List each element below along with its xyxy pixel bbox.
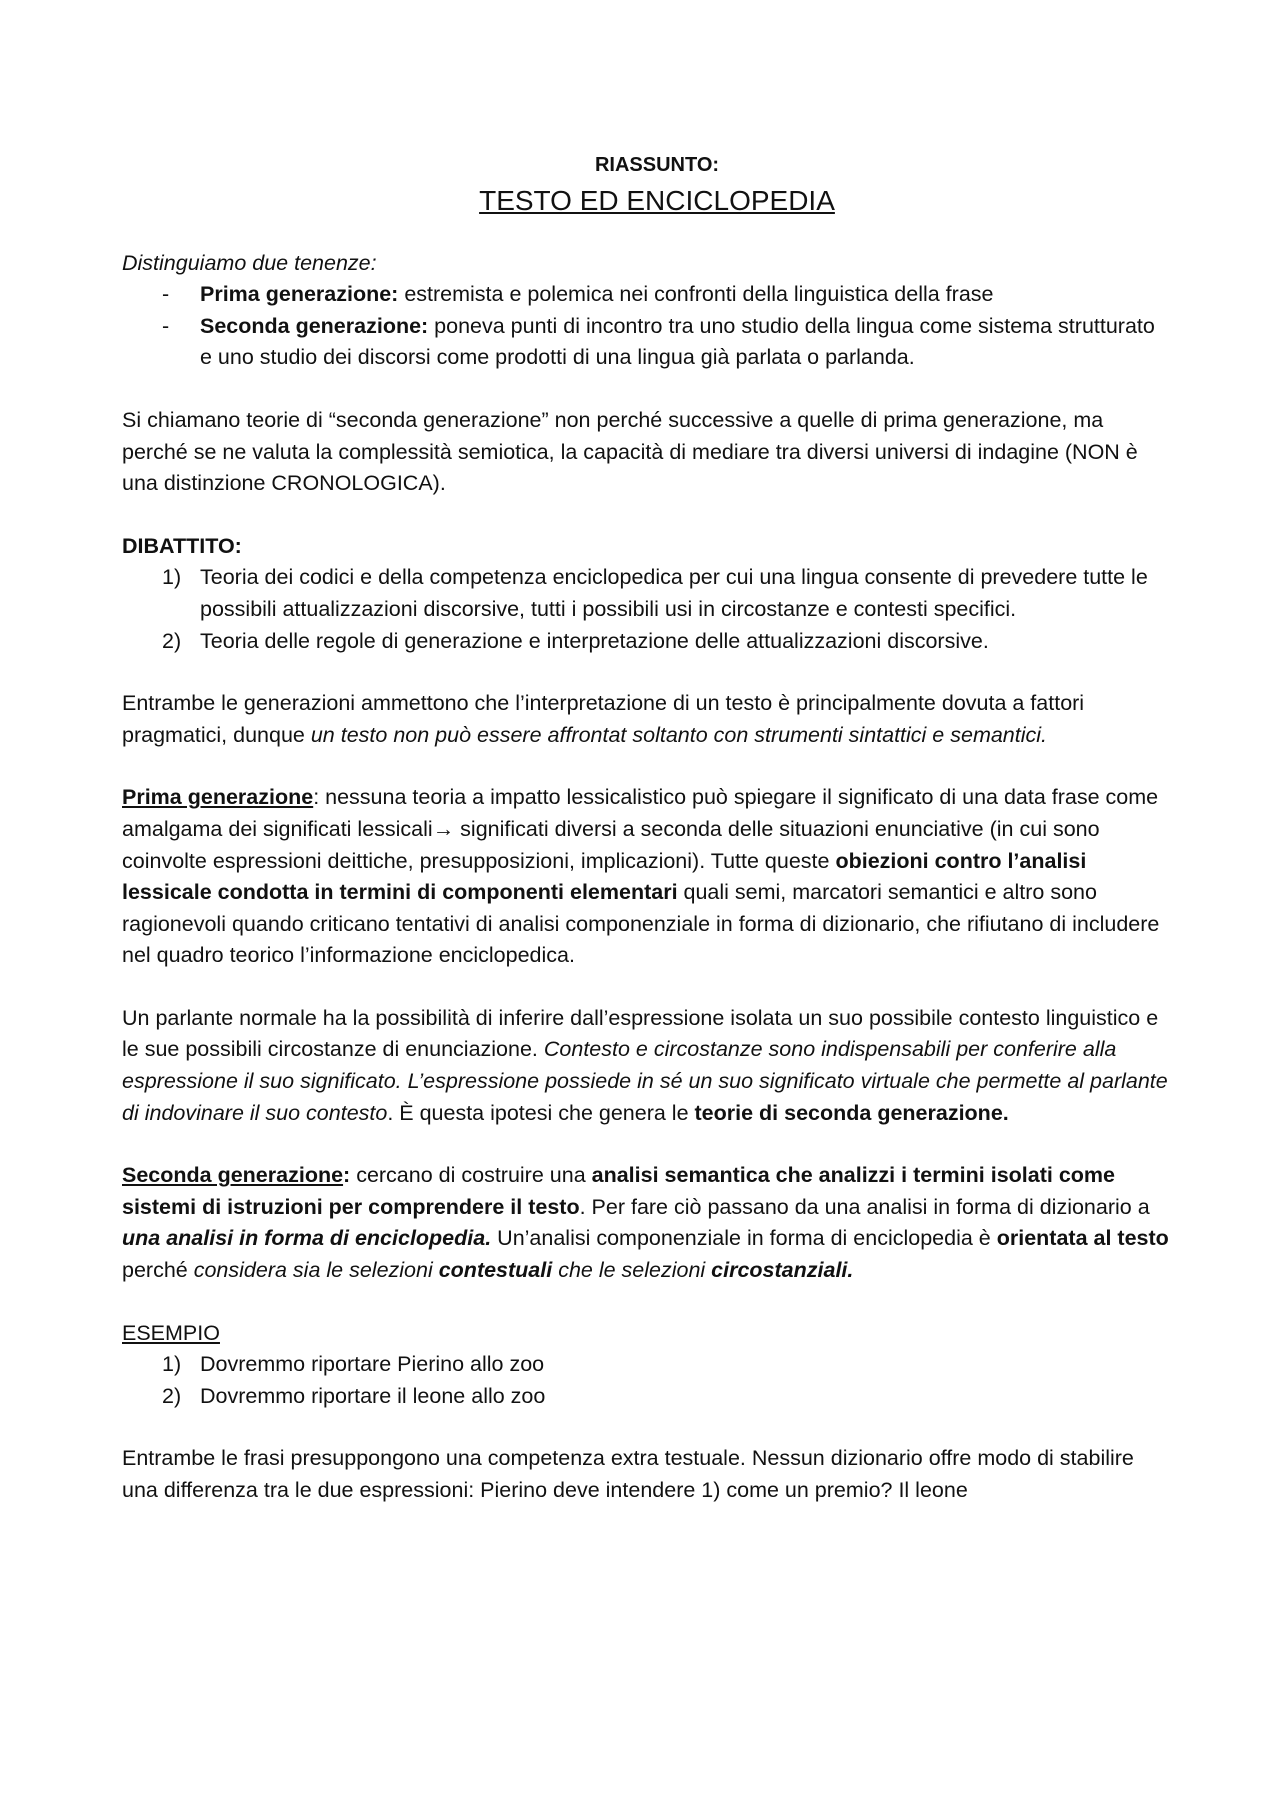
text-span-italic: un testo non può essere affrontat soltanto con strumenti sintattici e semantici. <box>310 722 1048 747</box>
section-label: Seconda generazione <box>122 1163 344 1188</box>
text-span-bold: analisi semantica che analizzi i termini isolati come sistemi di istruzioni per comprendere il testo <box>122 1163 1115 1219</box>
item-text: poneva punti di incontro tra uno studio della lingua come sistema strutturato e uno studio dei discorsi come prodotti di una lingua già parlata o parlanda. <box>200 313 1155 370</box>
item-text: Teoria delle regole di generazione e interpretazione delle attualizzazioni discorsive. <box>200 628 989 653</box>
text-span: cercano di costruire una <box>350 1163 592 1188</box>
esempio-heading-text: ESEMPIO <box>122 1320 220 1345</box>
text-span: . È questa ipotesi che genera le <box>387 1100 695 1125</box>
text-span-bold: orientata al testo <box>996 1226 1169 1251</box>
paragraph-prima-generazione <box>122 782 1172 972</box>
list-marker: 1) <box>162 565 182 590</box>
text-span-italic: che le selezioni <box>552 1258 712 1283</box>
text-span-bold-italic: contestuali <box>438 1258 553 1283</box>
text-span: : nessuna teoria a impatto lessicalistico può spiegare il significato di una data frase come amalgama dei significati lessicali <box>122 785 1159 841</box>
list-marker: 2) <box>162 1383 182 1408</box>
list-item <box>122 311 1172 374</box>
item-text: Dovremmo riportare Pierino allo zoo <box>200 1352 545 1377</box>
item-label: Prima generazione: <box>200 282 399 307</box>
dibattito-list <box>122 562 1172 657</box>
paragraph-parlante <box>122 1003 1172 1129</box>
paragraph-seconda-generazione-analisi <box>122 1160 1172 1286</box>
intro-lead <box>122 248 1172 280</box>
item-text: estremista e polemica nei confronti della linguistica della frase <box>398 282 994 307</box>
text-span-bold: obiezioni contro l’analisi lessicale condotta in termini di componenti elementari <box>122 848 1087 905</box>
text-span: Entrambe le generazioni ammettono che l’interpretazione di un testo è principalmente dovuta a fattori pragmatici, dunque <box>122 691 1085 747</box>
list-marker: - <box>162 313 170 338</box>
list-item <box>122 1349 1172 1381</box>
list-item <box>122 1381 1172 1413</box>
text-span: Un’analisi componenziale in forma di enciclopedia è <box>491 1226 997 1251</box>
text-span: quali semi, marcatori semantici e altro sono ragionevoli quando criticano tentativi di analisi componenziale in forma di dizionario, che rifiutano di includere nel quadro teorico l’informazione enciclopedica. <box>122 880 1160 968</box>
text-span: perché <box>122 1258 194 1283</box>
document-title: TESTO ED ENCICLOPEDIA <box>479 184 835 216</box>
text-span: Un parlante normale ha la possibilità di inferire dall’espressione isolata un suo possibile contesto linguistico e le sue possibili circostanze di enunciazione. <box>122 1005 1159 1062</box>
text-span-bold: teorie di seconda generazione. <box>694 1100 1009 1125</box>
list-marker: - <box>162 282 170 307</box>
text-span: . Per fare ciò passano da una analisi in forma di dizionario a <box>579 1194 1150 1219</box>
text-span: significati diversi a seconda delle situazioni enunciative (in cui sono coinvolte espressioni deittiche, presupposizioni, implicazioni). Tutte queste <box>122 816 1100 873</box>
text-span-italic: considera sia le selezioni <box>193 1258 439 1283</box>
list-marker: 1) <box>162 1352 182 1377</box>
dibattito-heading <box>122 531 1172 563</box>
text-span-italic: Contesto e circostanze sono indispensabili per conferire alla espressione il suo significato. L’espressione possiede in sé un suo significato virtuale che permette al parlante di indovinare il suo contesto <box>122 1037 1168 1125</box>
list-item <box>122 279 1172 311</box>
section-label: Prima generazione <box>122 785 314 810</box>
list-item <box>122 562 1172 625</box>
esempio-list <box>122 1349 1172 1412</box>
item-label: Seconda generazione: <box>200 313 429 338</box>
paragraph-final: Entrambe le frasi presuppongono una competenza extra testuale. Nessun dizionario offre modo di stabilire una differenza tra le due espressioni: Pierino deve intendere 1) come un premio? Il leone <box>122 1446 1134 1502</box>
text-span-bold-italic: circostanziali. <box>711 1258 854 1283</box>
text-span-bold: : <box>343 1163 351 1188</box>
item-text: Teoria dei codici e della competenza enciclopedica per cui una lingua consente di prevedere tutte le possibili attualizzazioni discorsive, tutti i possibili usi in circostanze e contesti specifici. <box>200 565 1148 621</box>
pretitle: RIASSUNTO: <box>594 154 720 176</box>
list-marker: 2) <box>162 628 182 653</box>
item-text: Dovremmo riportare il leone allo zoo <box>200 1383 546 1408</box>
arrow-icon: → <box>432 816 455 841</box>
document-page <box>122 150 1172 1538</box>
paragraph-seconda-generazione: Si chiamano teorie di “seconda generazione” non perché successive a quelle di prima generazione, ma perché se ne valuta la complessità semiotica, la capacità di mediare tra diversi universi di indagine (NON è una distinzione CRONOLOGICA). <box>122 407 1138 496</box>
esempio-heading <box>122 1318 1172 1350</box>
paragraph-pragmatica <box>122 688 1172 751</box>
dibattito-heading-text: DIBATTITO: <box>122 533 242 558</box>
generations-list <box>122 279 1172 374</box>
intro-lead-text: Distinguiamo due tenenze: <box>122 250 377 275</box>
text-span-bold-italic: una analisi in forma di enciclopedia. <box>122 1226 492 1251</box>
list-item <box>122 626 1172 658</box>
